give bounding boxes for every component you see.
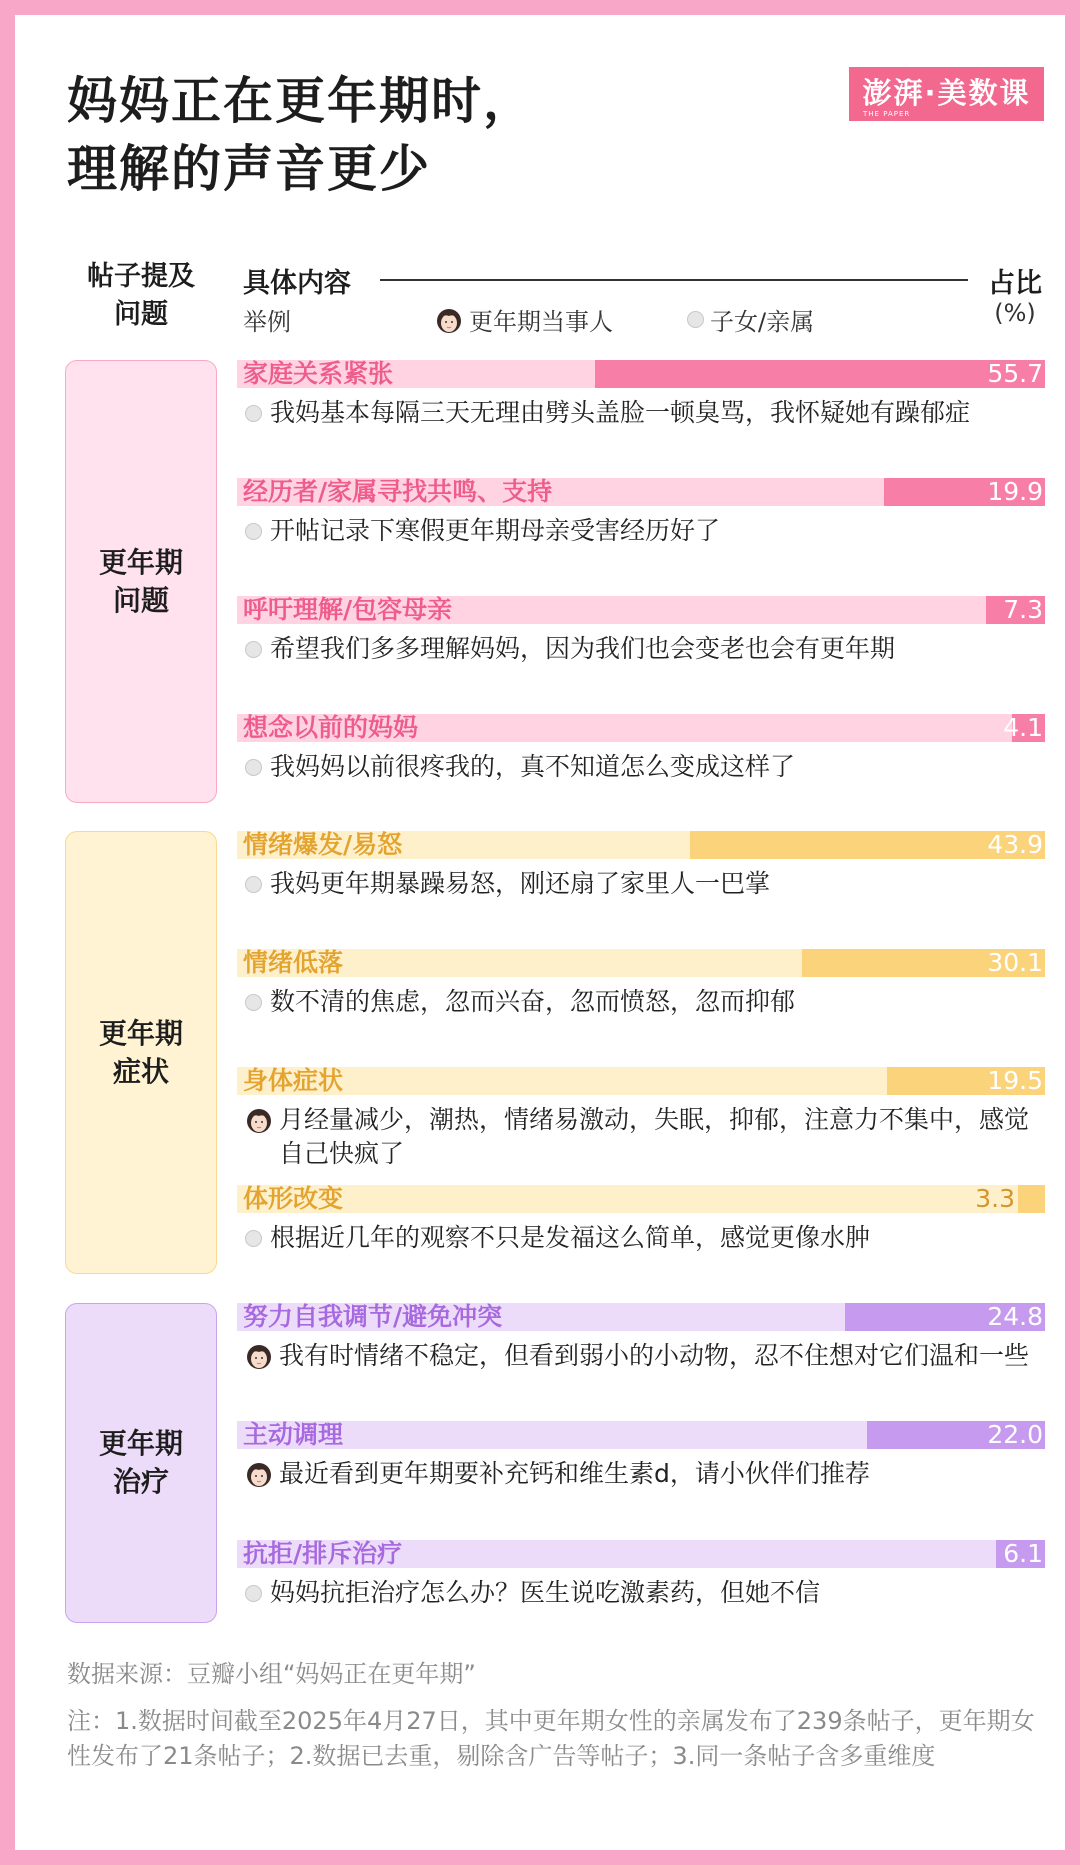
example-text: 我妈更年期暴躁易怒，刚还扇了家里人一巴掌 — [270, 869, 771, 898]
bar-value-label: 30.1 — [987, 948, 1043, 977]
woman-face-icon — [435, 306, 463, 334]
example-text: 月经量减少，潮热，情绪易激动，失眠，抑郁，注意力不集中，感觉自己快疯了 — [279, 1105, 1030, 1168]
example-text: 我妈基本每隔三天无理由劈头盖脸一顿臭骂，我怀疑她有躁郁症 — [270, 398, 971, 427]
example-text: 妈妈抗拒治疗怎么办？医生说吃激素药，但她不信 — [270, 1578, 821, 1607]
legend-self — [435, 302, 613, 337]
grey-dot-icon — [245, 641, 262, 658]
grey-dot-icon — [245, 405, 262, 422]
example-text: 开帖记录下寒假更年期母亲受害经历好了 — [270, 516, 721, 545]
example-text: 我有时情绪不稳定，但看到弱小的小动物，忍不住想对它们温和一些 — [279, 1341, 1030, 1370]
header-divider — [380, 279, 968, 281]
bar-track — [237, 596, 1045, 624]
bar-label: 情绪低落 — [243, 948, 344, 977]
group-name-line-2: 问题 — [112, 583, 169, 617]
bar-track — [237, 1303, 1045, 1331]
example-post — [245, 632, 1045, 666]
header-category — [65, 258, 217, 334]
group-box-treatment — [65, 1303, 217, 1623]
group-name-line-2: 治疗 — [112, 1465, 169, 1498]
example-text: 数不清的焦虑，忽而兴奋，忽而愤怒，忽而抑郁 — [270, 987, 796, 1016]
header-share: 占比 — [988, 268, 1042, 299]
bar-track — [237, 1540, 1045, 1568]
group-name-line-1: 更年期 — [98, 545, 183, 579]
bar-label: 家庭关系紧张 — [243, 359, 394, 388]
bar-value-label: 19.9 — [987, 477, 1043, 506]
header-category-line-2: 问题 — [114, 299, 168, 330]
example-post — [245, 985, 1045, 1019]
bar-label: 抗拒/排斥治疗 — [243, 1539, 403, 1568]
header-example: 举例 — [243, 308, 291, 336]
example-post — [245, 750, 1045, 784]
example-text: 最近看到更年期要补充钙和维生素d，请小伙伴们推荐 — [279, 1459, 870, 1488]
bar-label: 努力自我调节/避免冲突 — [243, 1302, 503, 1331]
logo-sub-text: THE PAPER — [863, 110, 911, 118]
grey-dot-icon — [245, 876, 262, 893]
woman-face-icon — [245, 1342, 273, 1370]
example-post — [245, 396, 1045, 430]
example-post — [245, 1103, 1045, 1171]
brand-logo — [849, 67, 1044, 121]
bar-value-label: 55.7 — [987, 359, 1043, 388]
example-text: 希望我们多多理解妈妈，因为我们也会变老也会有更年期 — [270, 634, 896, 663]
group-box-problem — [65, 360, 217, 803]
page-title — [67, 67, 535, 203]
example-post — [245, 867, 1045, 901]
woman-face-icon — [245, 1106, 273, 1134]
bar-label: 情绪爆发/易怒 — [243, 830, 403, 859]
grey-dot-icon — [245, 994, 262, 1011]
example-post — [245, 1339, 1045, 1373]
bar-value-label: 43.9 — [987, 830, 1043, 859]
woman-face-icon — [245, 1460, 273, 1488]
header-share-unit: (%) — [994, 299, 1036, 327]
bar-track — [237, 478, 1045, 506]
bar-label: 体形改变 — [243, 1184, 344, 1213]
grey-dot-icon — [245, 1230, 262, 1247]
bar — [1018, 1185, 1045, 1213]
bar-track — [237, 949, 1045, 977]
group-name-line-1: 更年期 — [98, 1427, 183, 1460]
bar-value-label: 3.3 — [975, 1184, 1015, 1213]
bar-label: 想念以前的妈妈 — [243, 713, 419, 742]
title-line-2: 理解的声音更少 — [67, 140, 431, 198]
legend-self-label: 更年期当事人 — [469, 308, 613, 336]
bar-label: 主动调理 — [243, 1420, 344, 1449]
bar-label: 呼吁理解/包容母亲 — [243, 595, 453, 624]
bar-label: 身体症状 — [243, 1066, 344, 1095]
data-source: 数据来源：豆瓣小组“妈妈正在更年期” — [67, 1660, 476, 1688]
bar-label: 经历者/家属寻找共鸣、支持 — [243, 477, 553, 506]
header-content: 具体内容 — [243, 268, 351, 299]
bar-track — [237, 831, 1045, 859]
bar-value-label: 4.1 — [1003, 713, 1043, 742]
grey-dot-icon — [245, 523, 262, 540]
bar-value-label: 6.1 — [1003, 1539, 1043, 1568]
example-post — [245, 514, 1045, 548]
bar-track — [237, 714, 1045, 742]
grey-dot-icon — [245, 759, 262, 776]
example-text: 我妈妈以前很疼我的，真不知道怎么变成这样了 — [270, 752, 796, 781]
example-text: 根据近几年的观察不只是发福这么简单，感觉更像水肿 — [270, 1223, 871, 1252]
bar-track — [237, 360, 1045, 388]
bar-value-label: 7.3 — [1003, 595, 1043, 624]
header-category-line-1: 帖子提及 — [87, 261, 195, 292]
title-line-1: 妈妈正在更年期时， — [67, 72, 535, 130]
bar-track — [237, 1421, 1045, 1449]
logo-text: 澎湃·美数课 — [862, 76, 1031, 110]
example-post — [245, 1457, 1045, 1491]
legend-family-label: 子女/亲属 — [710, 308, 815, 336]
grey-dot-icon — [687, 311, 704, 328]
example-post — [245, 1576, 1045, 1610]
group-name-line-1: 更年期 — [98, 1016, 183, 1050]
bar-value-label: 24.8 — [987, 1302, 1043, 1331]
group-name-line-2: 症状 — [112, 1054, 169, 1088]
example-post — [245, 1221, 1045, 1255]
bar-track — [237, 1185, 1045, 1213]
group-box-symptom — [65, 831, 217, 1274]
bar-value-label: 22.0 — [987, 1420, 1043, 1449]
bar-value-label: 19.5 — [987, 1066, 1043, 1095]
bar — [595, 360, 1045, 388]
legend-family — [687, 302, 814, 337]
grey-dot-icon — [245, 1585, 262, 1602]
bar-track — [237, 1067, 1045, 1095]
footnote: 注：1.数据时间截至2025年4月27日，其中更年期女性的亲属发布了239条帖子，更年期女性发布了21条帖子；2.数据已去重，剔除含广告等帖子；3.同一条帖子含多重维度 — [67, 1707, 1035, 1770]
